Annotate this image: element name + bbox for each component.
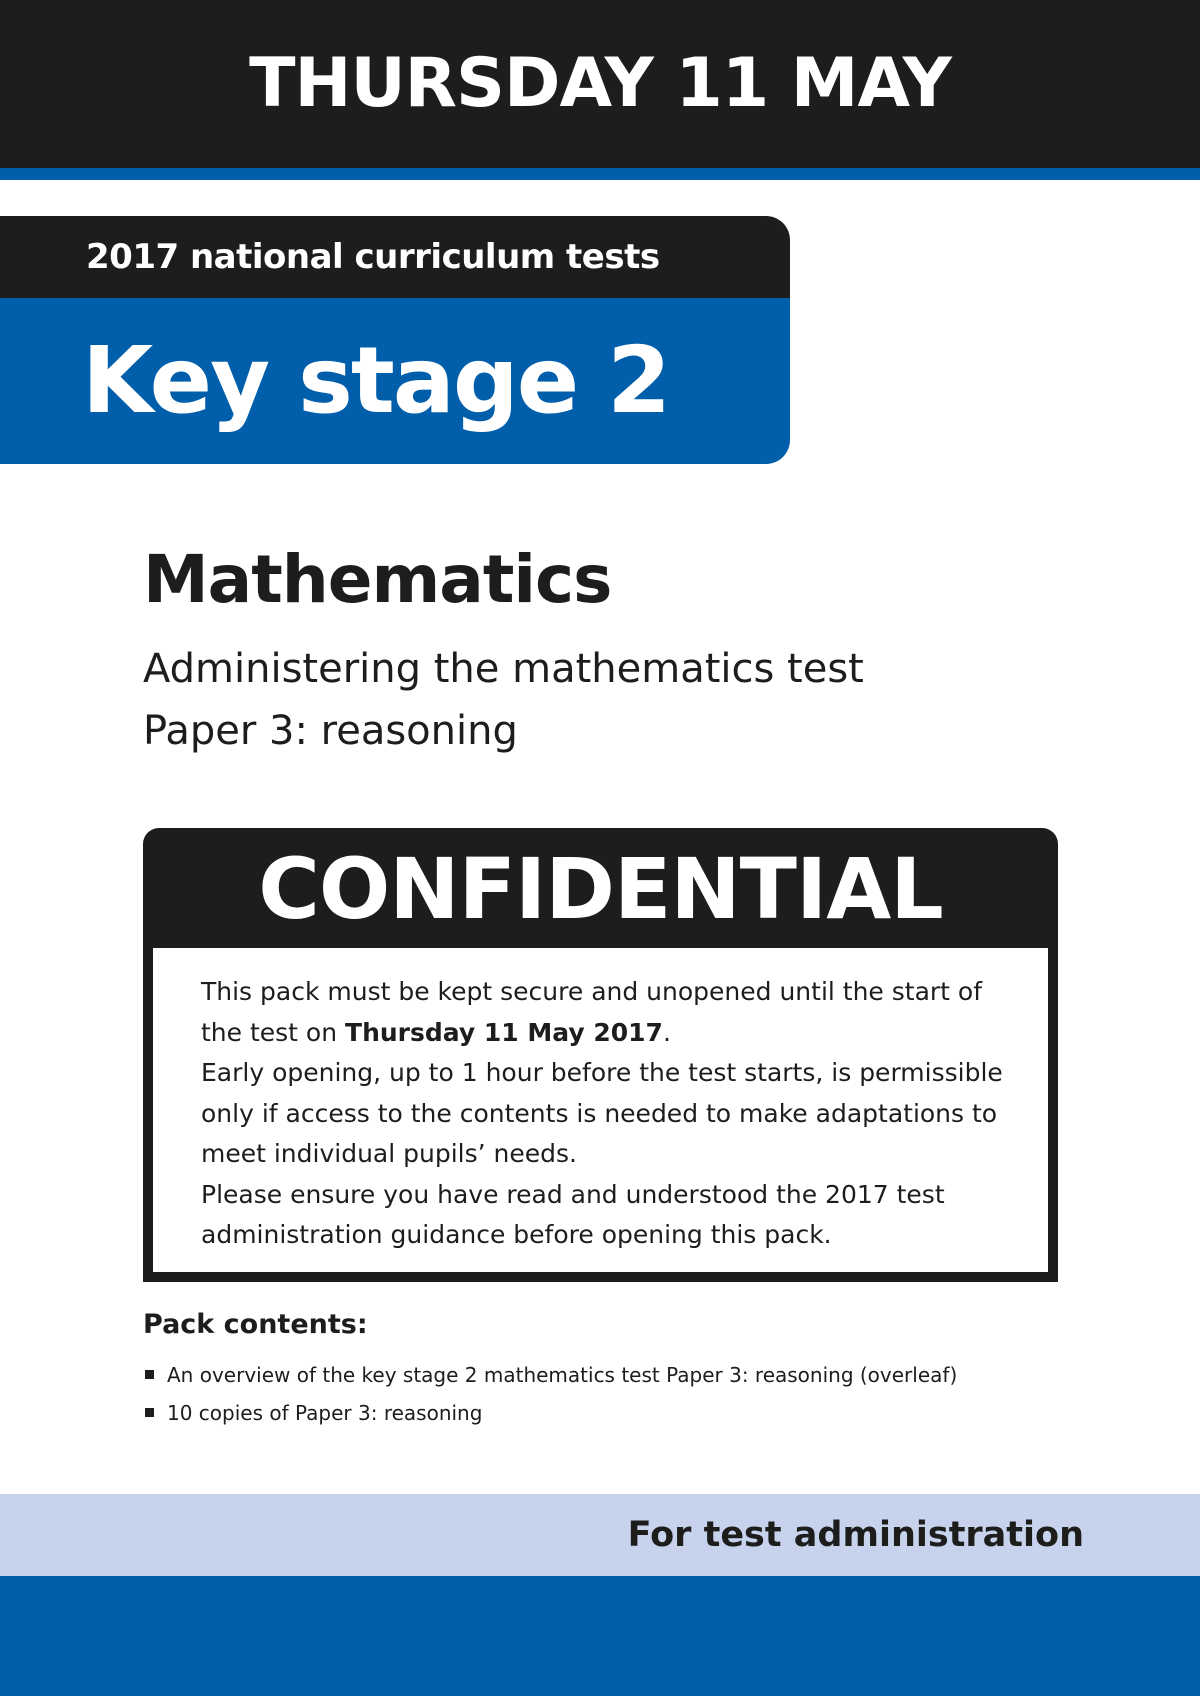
notice-test-date: Thursday 11 May 2017 [345, 1017, 663, 1047]
banner-stripe [0, 168, 1200, 180]
key-stage-label: Key stage 2 [0, 298, 790, 464]
test-series-label: 2017 national curriculum tests [0, 216, 790, 298]
list-item-text: An overview of the key stage 2 mathematics test Paper 3: reasoning (overleaf) [167, 1363, 958, 1387]
subject-title: Mathematics [143, 541, 612, 618]
notice-guidance: Please ensure you have read and understood the 2017 test administration guidance before opening this pack. [201, 1179, 945, 1249]
list-item [143, 1394, 957, 1432]
confidential-box [143, 828, 1058, 1282]
list-item [143, 1356, 957, 1394]
administration-label: For test administration [627, 1515, 1084, 1555]
notice-secure [201, 972, 1008, 1053]
square-bullet-icon [145, 1370, 154, 1379]
subtitle-administering: Administering the mathematics test [143, 646, 864, 692]
square-bullet-icon [145, 1408, 154, 1417]
confidential-notice [153, 948, 1048, 1272]
notice-secure-text: This pack must be kept secure and unopened until the start of the test on [201, 977, 983, 1047]
confidential-heading: CONFIDENTIAL [258, 840, 943, 938]
subtitle-paper: Paper 3: reasoning [143, 708, 518, 754]
footer-band [0, 1576, 1200, 1696]
key-stage-card [0, 216, 790, 464]
pack-contents-list [143, 1356, 957, 1432]
date-banner-text: THURSDAY 11 MAY [249, 44, 951, 123]
notice-early-opening: Early opening, up to 1 hour before the test starts, is permissible only if access to the contents is needed to make adaptations to meet individual pupils’ needs. [201, 1058, 1003, 1168]
list-item-text: 10 copies of Paper 3: reasoning [167, 1401, 483, 1425]
notice-secure-end: . [662, 1017, 671, 1047]
administration-band [0, 1494, 1200, 1576]
date-banner [0, 0, 1200, 168]
pack-contents-heading: Pack contents: [143, 1309, 368, 1340]
